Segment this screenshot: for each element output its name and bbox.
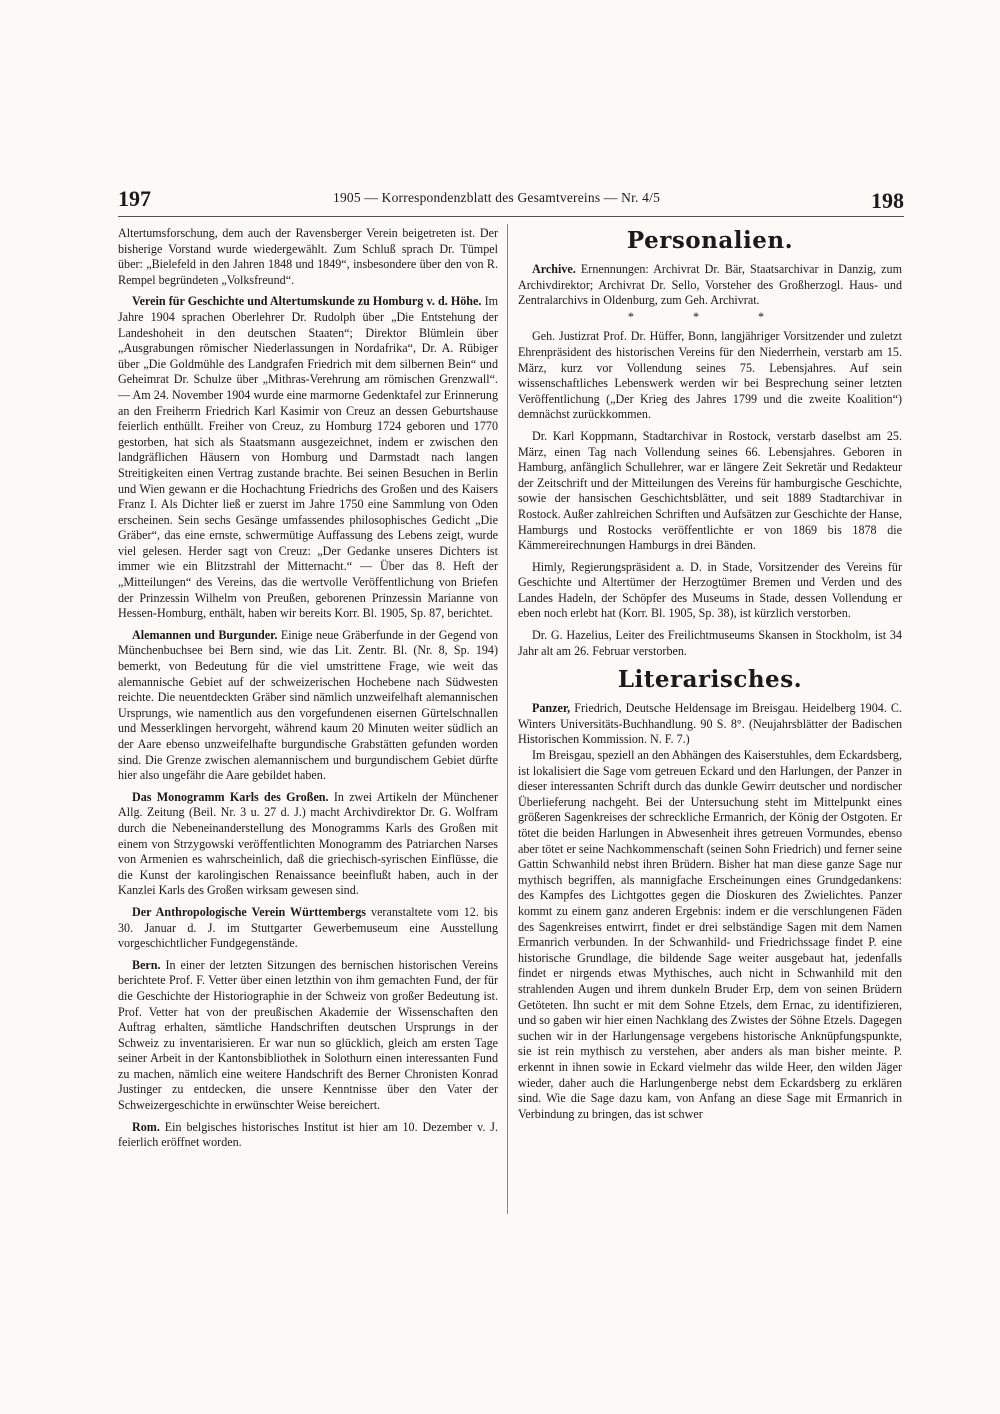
left-column	[118, 226, 498, 1151]
paragraph-lead: Der Anthropologische Verein Württembergs	[132, 904, 366, 919]
right-column	[518, 226, 902, 1122]
paragraph-hazelius: Dr. G. Hazelius, Leiter des Freilichtmuseums Skansen in Stockholm, ist 34 Jahr alt am 26. Februar verstorben.	[518, 628, 902, 658]
page-number-right: 198	[871, 188, 904, 213]
paragraph-anthropologie	[118, 905, 498, 952]
paragraph-koppmann: Dr. Karl Koppmann, Stadtarchivar in Rostock, verstarb daselbst am 25. März, einen Tag nach Vollendung seines 66. Lebensjahres. Geboren in Hamburg, anfänglich Schullehrer, war er längere Zeit Sekretär und Redakteur der Zeitschrift und der Mitteilungen des Vereins für hamburgische Geschichte, sowie der hansischen Geschichtsblätter, und seit 1889 Stadtarchivar in Rostock. Außer zahlreichen Schriften und Aufsätzen zur Geschichte der Hanse, Hamburgs und Rostocks veröffentlichte er von 1869 bis 1878 die Kämmereirechnungen Hamburgs in drei Bänden.	[518, 428, 902, 553]
paragraph-lead: Rom.	[132, 1119, 160, 1134]
header-rule	[118, 216, 904, 217]
paragraph-body: Im Jahre 1904 sprachen Oberlehrer Dr. Rudolph über „Die Entstehung der Landeshoheit in den deutschen Staaten“; Direktor Blümlein über „Ausgrabungen römischer Niederlassungen in Nordafrika“, Dr. A. Rübiger über „Die Goldmühle des Landgrafen Friedrich mit dem silbernen Bein“ und Geheimrat Dr. Schulze über „Mithras-Verehrung am römischen Grenzwall“. — Am 24. November 1904 wurde eine marmorne Gedenktafel zur Erinnerung an den Freiherrn Friedrich Karl Kasimir von Creuz an dessen Geburtshause feierlich enthüllt. Freiher von Creuz, zu Homburg 1724 geboren und 1770 gestorben, hat sich als Staatsmann ausgezeichnet, indem er zwischen den landgräflichen Häusern von Homburg und Darmstadt nach langen Streitigkeiten einen Vertrag zustande brachte. Bei seinen Besuchen in Berlin und Wien gewann er die Hochachtung Friedrichs des Großen und des Kaisers Franz I. Als Dichter ließ er zuerst im Jahre 1750 eine Sammlung von Oden erscheinen. Sein sechs Gesänge umfassendes philosophisches Gedicht „Die Gräber“, das eine ernste, schwermütige Auffassung des Lebens zeigt, wurde viel gelesen. Herder sagt von Creuz: „Der Gedanke unseres Dichters ist immer wie ein Blitzstrahl der Mitternacht.“ — Über das 8. Heft der „Mitteilungen“ des Vereins, das die wertvolle Veröffentlichung von Briefen der Prinzessin Wilhelm von Preußen, geborenen Prinzessin Marianne von Hessen-Homburg, enthält, haben wir bereits Korr. Bl. 1905, Sp. 87, berichtet.	[118, 294, 498, 621]
paragraph-body: Ernennungen: Archivrat Dr. Bär, Staatsarchivar in Danzig, zum Archivdirektor; Archivrat Dr. Sello, Vorsteher des Großherzogl. Haus- und Zentralarchivs in Oldenburg, zum Geh. Archivrat.	[518, 262, 902, 308]
paragraph-body: Friedrich, Deutsche Heldensage im Breisgau. Heidelberg 1904. C. Winters Universitäts-Buchhandlung. 90 S. 8°. (Neujahrsblätter der Badischen Historischen Kommission. N. F. 7.)	[518, 701, 902, 747]
paragraph-lead: Alemannen und Burgunder.	[132, 627, 278, 642]
paragraph-body: In einer der letzten Sitzungen des bernischen historischen Vereins berichtete Prof. F. Vetter über einen letzthin von ihm gemachten Fund, der für die Geschichte der Historiographie in der Schweiz von großer Bedeutung ist. Prof. Vetter hat von der preußischen Akademie der Wissenschaften den Auftrag erhalten, sämtliche Handschriften deutschen Ursprungs in der Schweiz zu inventarisieren. Er war nun so glücklich, gleich am ersten Tage seiner Arbeit in der Kantonsbibliothek in Solothurn einen interessanten Fund zu machen, nämlich eine weitere Handschrift des Berner Chronisten Konrad Justinger zu entdecken, die unsere Kenntnisse über den Vater der Schweizergeschichte in erwünschter Weise bereichert.	[118, 957, 498, 1113]
paragraph: Altertumsforschung, dem auch der Ravensberger Verein beigetreten ist. Der bisherige Vorstand wurde wiedergewählt. Zum Schluß sprach Dr. Tümpel über: „Bielefeld in den Jahren 1848 und 1849“, insbesondere über den von R. Rempel begründeten „Volksfreund“.	[118, 226, 498, 287]
paragraph-lead: Archive.	[532, 262, 576, 276]
paragraph-bern	[118, 958, 498, 1114]
section-heading-personalien: Personalien.	[626, 227, 794, 254]
paragraph-hueffer: Geh. Justizrat Prof. Dr. Hüffer, Bonn, langjähriger Vorsitzender und zuletzt Ehrenpräsident des historischen Vereins für den Niederrhein, verstarb am 15. März, kurz vor Vollendung seines 75. Lebensjahres. Auf sein wissenschaftliches Lebenswerk werden wir bei Besprechung seiner letzten Veröffentlichung („Der Krieg des Jahres 1799 und die zweite Koalition“) demnächst zurückkommen.	[518, 329, 902, 422]
paragraph-himly: Himly, Regierungspräsident a. D. in Stade, Vorsitzender des Vereins für Geschichte und Altertümer der Herzogtümer Bremen und Verden und des Landes Hadeln, der Schöpfer des Museums in Stade, dessen Vollendung er eben noch erlebt hat (Korr. Bl. 1905, Sp. 38), ist kürzlich verstorben.	[518, 559, 902, 621]
page-number-left: 197	[118, 186, 151, 211]
paragraph-archive	[518, 262, 902, 309]
paragraph-lead: Panzer,	[532, 701, 571, 716]
paragraph-body: In zwei Artikeln der Münchener Allg. Zeitung (Beil. Nr. 3 u. 27 d. J.) macht Archivdirektor Dr. G. Wolfram durch die Nebeneinanderstellung des Monogramms Karls des Großen mit einem von Strzygowski veröffentlichten Monogramm des Patriarchen Narses von Armenien es wahrscheinlich, daß die griechisch-syrischen Einflüsse, die die Kunst der karolingischen Renaissance beeinflußt haben, auch in der Kanzlei Karls des Großen wirksam gewesen sind.	[118, 789, 498, 898]
paragraph-rom	[118, 1120, 498, 1151]
paragraph-body: Ein belgisches historisches Institut ist hier am 10. Dezember v. J. feierlich eröffnet worden.	[118, 1119, 498, 1150]
paragraph-panzer-citation	[518, 701, 902, 748]
running-title: 1905 — Korrespondenzblatt des Gesamtvereins — Nr. 4/5	[333, 190, 661, 205]
column-divider	[507, 224, 508, 1214]
paragraph-body: Einige neue Gräberfunde in der Gegend von Münchenbuchsee bei Bern sind, wie das Lit. Zentr. Bl. (Nr. 8, Sp. 194) bemerkt, von Bedeutung für die viel umstrittene Frage, wie weit das alemannische Gebiet auf der schweizerischen Hochebene nach Südwesten reichte. Die neuentdeckten Gräber sind nämlich unzweifelhaft alemannischen Ursprungs, wie namentlich aus den vorgefundenen eisernen Gürtelschnallen und Messerklingen hervorgeht, während kaum 20 Minuten weiter südlich an der Aare ebenso unzweifelhafte burgundische Grabstätten gefunden worden sind. Die Grenze zwischen alemannischem und burgundischem Gebiet dürfte hier also ungefähr die Aare gebildet haben.	[118, 627, 499, 783]
paragraph-lead: Bern.	[132, 957, 161, 972]
paragraph-lead: Das Monogramm Karls des Großen.	[132, 789, 329, 804]
section-heading-literarisches: Literarisches.	[617, 666, 803, 694]
paragraph-body: veranstaltete vom 12. bis 30. Januar d. J. im Stuttgarter Gewerbemuseum eine Ausstellung vorgeschichtlicher Fundgegenstände.	[118, 904, 498, 951]
paragraph-monogramm	[118, 790, 498, 899]
paragraph-panzer-review: Im Breisgau, speziell an den Abhängen des Kaiserstuhles, dem Eckardsberg, ist lokalisiert die Sage vom getreuen Eckard und den Harlungen, der Panzer in dieser interessanten Schrift durch das dunkle Gewirr deutscher und nordischer Überlieferung nachgeht. Bei der Untersuchung steht im Mittelpunkt eines größeren Sagenkreises der schreckliche Ermanrich, der König der Ostgoten. Er tötet die beiden Harlungen in Abwesenheit ihres getreuen Vormundes, ebenso aber tötet er seine Nachkommenschaft (seinen Sohn Friedrich) und ferner seine Gattin Schwanhild nebst ihren Brüdern. Bisher hat man diese ganze Sage nur mythisch begriffen, als mannigfache Erscheinungen eines Grundgedankens: des Kampfes des Lichtgottes gegen die Dioskuren des Zwielichtes. Panzer kommt zu einem ganz anderen Ergebnis: indem er die verschlungenen Fäden des Sagenkreises entwirrt, findet er drei selbständige Sagen mit dem Namen Ermanrich verbunden. In der Schwanhild- und Friedrichssage findet P. eine historische Grundlage, die bildende Sage weiter ausgebaut hat, jedenfalls findet er nirgends etwas Mythisches, auch nicht in Schwanhild mit den strahlenden Augen und ihrem dunkeln Bruder Erp, dem von seinen Brüdern Getöteten. Ihn sucht er mit dem Sohne Etzels, dem Ernac, zu identifizieren, und so gaben wir hier einen Nachklang des Zwistes der Söhne Etzels. Dagegen suchen wir in der Harlungensage vergebens historische Anknüpfungspunkte, sie ist rein mythisch zu verstehen, aber anders als man bisher meinte. P. erkennt in ihnen sowie in Eckard vielmehr das wilde Heer, den wilden Jäger wieder, daher auch die Harlungenberge nebst dem Eckardsberg zu erklären sind. Wie die Sage dazu kam, von Anfang an diese Sage mit Ermanrich in Verbindung zu bringen, das ist schwer	[518, 748, 902, 1121]
paragraph-lead: Verein für Geschichte und Altertumskunde zu Homburg v. d. Höhe.	[132, 294, 482, 309]
paragraph-alemannen	[118, 628, 498, 784]
page-header	[118, 186, 904, 216]
paragraph-homburg	[118, 294, 498, 621]
asterism-divider: * * *	[627, 309, 793, 324]
